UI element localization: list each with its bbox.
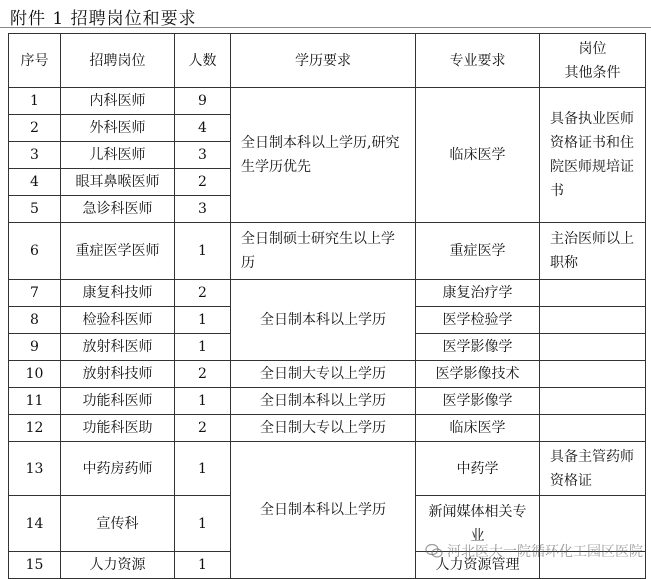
major-cell: 人力资源管理 xyxy=(416,552,540,579)
major-cell: 中药学 xyxy=(416,442,540,496)
row-no: 4 xyxy=(9,169,61,196)
education-cell: 全日制硕士研究生以上学历 xyxy=(231,223,416,280)
other-cell xyxy=(540,415,646,442)
row-position: 急诊科医师 xyxy=(61,196,175,223)
table-row xyxy=(9,442,646,496)
table-row xyxy=(9,415,646,442)
row-no: 6 xyxy=(9,223,61,280)
education-cell: 全日制本科以上学历 xyxy=(231,280,416,361)
major-cell: 临床医学 xyxy=(416,88,540,223)
row-position: 功能科医助 xyxy=(61,415,175,442)
row-count: 2 xyxy=(175,280,231,307)
row-count: 1 xyxy=(175,334,231,361)
other-cell xyxy=(540,334,646,361)
row-count: 1 xyxy=(175,442,231,496)
major-cell: 重症医学 xyxy=(416,223,540,280)
row-position: 康复科技师 xyxy=(61,280,175,307)
row-no: 12 xyxy=(9,415,61,442)
row-position: 人力资源 xyxy=(61,552,175,579)
row-position: 眼耳鼻喉医师 xyxy=(61,169,175,196)
row-count: 2 xyxy=(175,361,231,388)
row-position: 宣传科 xyxy=(61,496,175,552)
watermark-text: 河北医大一院循环化工园区医院 xyxy=(447,544,643,560)
table-row xyxy=(9,280,646,307)
row-no: 9 xyxy=(9,334,61,361)
row-position: 儿科医师 xyxy=(61,142,175,169)
row-position: 功能科医师 xyxy=(61,388,175,415)
education-cell: 全日制本科以上学历,研究生学历优先 xyxy=(231,88,416,223)
row-count: 1 xyxy=(175,307,231,334)
row-position: 内科医师 xyxy=(61,88,175,115)
major-cell: 临床医学 xyxy=(416,415,540,442)
other-cell xyxy=(540,361,646,388)
education-cell: 全日制本科以上学历 xyxy=(231,388,416,415)
row-no: 1 xyxy=(9,88,61,115)
row-no: 7 xyxy=(9,280,61,307)
row-no: 13 xyxy=(9,442,61,496)
table-row xyxy=(9,88,646,115)
row-no: 5 xyxy=(9,196,61,223)
title-rule xyxy=(0,27,651,28)
row-no: 3 xyxy=(9,142,61,169)
major-cell: 医学检验学 xyxy=(416,307,540,334)
row-no: 10 xyxy=(9,361,61,388)
row-position: 中药房药师 xyxy=(61,442,175,496)
row-count: 3 xyxy=(175,142,231,169)
row-count: 9 xyxy=(175,88,231,115)
other-cell xyxy=(540,388,646,415)
major-cell: 医学影像学 xyxy=(416,388,540,415)
header-education: 学历要求 xyxy=(231,34,416,88)
row-position: 放射科技师 xyxy=(61,361,175,388)
education-cell: 全日制大专以上学历 xyxy=(231,361,416,388)
row-count: 3 xyxy=(175,196,231,223)
major-cell: 医学影像学 xyxy=(416,334,540,361)
header-other-line2: 其他条件 xyxy=(564,64,621,81)
row-count: 1 xyxy=(175,552,231,579)
major-cell: 医学影像技术 xyxy=(416,361,540,388)
row-count: 2 xyxy=(175,169,231,196)
row-no: 2 xyxy=(9,115,61,142)
header-position: 招聘岗位 xyxy=(61,34,175,88)
other-cell: 主治医师以上职称 xyxy=(540,223,646,280)
header-other xyxy=(540,34,646,88)
row-count: 2 xyxy=(175,415,231,442)
major-cell: 康复治疗学 xyxy=(416,280,540,307)
other-cell xyxy=(540,307,646,334)
header-count: 人数 xyxy=(175,34,231,88)
watermark xyxy=(425,541,643,561)
wechat-icon xyxy=(425,543,443,559)
row-no: 14 xyxy=(9,496,61,552)
recruitment-table xyxy=(8,33,646,579)
row-count: 1 xyxy=(175,388,231,415)
other-cell: 具备主管药师资格证 xyxy=(540,442,646,496)
row-position: 外科医师 xyxy=(61,115,175,142)
other-cell xyxy=(540,280,646,307)
header-no: 序号 xyxy=(9,34,61,88)
row-position: 放射科医师 xyxy=(61,334,175,361)
header-row xyxy=(9,34,646,88)
other-cell: 具备执业医师资格证书和住院医师规培证书 xyxy=(540,88,646,223)
row-count: 1 xyxy=(175,223,231,280)
table-row xyxy=(9,223,646,280)
row-count: 4 xyxy=(175,115,231,142)
row-count: 1 xyxy=(175,496,231,552)
row-no: 8 xyxy=(9,307,61,334)
row-position: 重症医学医师 xyxy=(61,223,175,280)
major-cell: 新闻媒体相关专业 xyxy=(416,496,540,552)
row-no: 11 xyxy=(9,388,61,415)
table-row xyxy=(9,388,646,415)
education-cell: 全日制本科以上学历 xyxy=(231,442,416,579)
education-cell: 全日制大专以上学历 xyxy=(231,415,416,442)
row-position: 检验科医师 xyxy=(61,307,175,334)
header-other-line1: 岗位 xyxy=(578,40,607,57)
header-major: 专业要求 xyxy=(416,34,540,88)
table-row xyxy=(9,361,646,388)
document-title: 附件 1 招聘岗位和要求 xyxy=(10,9,197,29)
row-no: 15 xyxy=(9,552,61,579)
